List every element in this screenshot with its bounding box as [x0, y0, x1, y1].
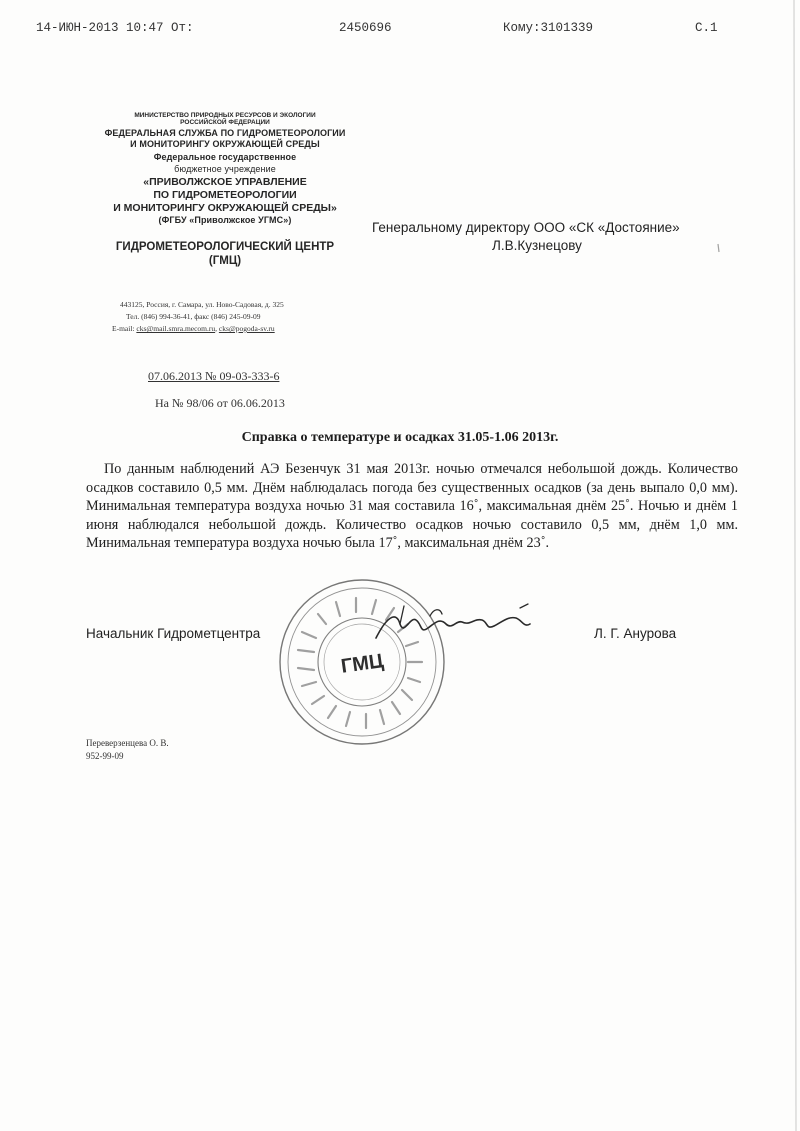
service-line-2: И МОНИТОРИНГУ ОКРУЖАЮЩЕЙ СРЕДЫ — [130, 139, 320, 149]
org-line-1: «ПРИВОЛЖСКОЕ УПРАВЛЕНИЕ — [143, 176, 307, 188]
executor-phone: 952-99-09 — [86, 751, 124, 761]
center-name: ГИДРОМЕТЕОРОЛОГИЧЕСКИЙ ЦЕНТР — [115, 241, 335, 253]
ministry-line-2: РОССИЙСКОЙ ФЕДЕРАЦИИ — [180, 119, 270, 126]
fax-page-number: С.1 — [695, 21, 718, 35]
signer-position: Начальник Гидрометцентра — [86, 626, 261, 641]
addressee-line-1: Генеральному директору ООО «СК «Достояние» — [372, 220, 680, 235]
address-line: 443125, Россия, г. Самара, ул. Ново-Садовая, д. 325 — [120, 300, 284, 309]
fax-from-number: 2450696 — [339, 21, 392, 35]
body-paragraph: По данным наблюдений АЭ Безенчук 31 мая 2013г. ночью отмечался небольшой дождь. Количество осадков составило 0,5 мм. Днём наблюдалась погода без существенных осадков (за день выпало 0,0 мм). Минимальная температура воздуха ночью 31 мая составила 16˚, максимальная днём 25˚. Ночью и днём 1 июня наблюдался небольшой дождь. Количество осадков ночью составило 0,5 мм, днём 1,0 мм. Минимальная температура воздуха ночью была 17˚, максимальная днём 23˚. — [86, 461, 738, 551]
document-title: Справка о температуре и осадках 31.05-1.06 2013г. — [241, 430, 559, 445]
outgoing-date-number: 07.06.2013 № 09-03-333-6 — [148, 369, 280, 383]
email-line: E-mail: cks@mail.smra.mecom.ru, cks@pogoda-sv.ru — [112, 324, 275, 333]
org-line-2: ПО ГИДРОМЕТЕОРОЛОГИИ — [153, 189, 297, 201]
institution-line-2: бюджетное учреждение — [174, 164, 276, 174]
stamp-label: ГМЦ — [339, 650, 385, 678]
executor-name: Переверзенцева О. В. — [86, 738, 169, 748]
document-body — [86, 460, 738, 553]
email-link-2[interactable]: cks@pogoda-sv.ru — [218, 324, 275, 333]
signer-name: Л. Г. Анурова — [594, 626, 677, 641]
handwritten-signature-icon — [370, 598, 540, 648]
institution-line-1: Федеральное государственное — [153, 152, 297, 162]
addressee-line-2: Л.В.Кузнецову — [492, 238, 582, 253]
ministry-line-1: МИНИСТЕРСТВО ПРИРОДНЫХ РЕСУРСОВ И ЭКОЛОГИИ — [134, 112, 316, 119]
phone-fax-line: Тел. (846) 994-36-41, факс (846) 245-09-09 — [126, 312, 261, 321]
fax-date-from: 14-ИЮН-2013 10:47 От: — [36, 21, 194, 35]
center-abbr: (ГМЦ) — [208, 255, 242, 267]
org-line-3: И МОНИТОРИНГУ ОКРУЖАЮЩЕЙ СРЕДЫ» — [113, 202, 337, 214]
fax-recipient: Кому:3101339 — [503, 21, 594, 35]
org-short-name: (ФГБУ «Приволжское УГМС») — [158, 215, 292, 225]
email-label: E-mail: — [112, 324, 135, 333]
email-link-1[interactable]: cks@mail.smra.mecom.ru — [136, 324, 216, 333]
service-line-1: ФЕДЕРАЛЬНАЯ СЛУЖБА ПО ГИДРОМЕТЕОРОЛОГИИ — [104, 128, 346, 138]
reply-reference: На № 98/06 от 06.06.2013 — [155, 396, 285, 410]
